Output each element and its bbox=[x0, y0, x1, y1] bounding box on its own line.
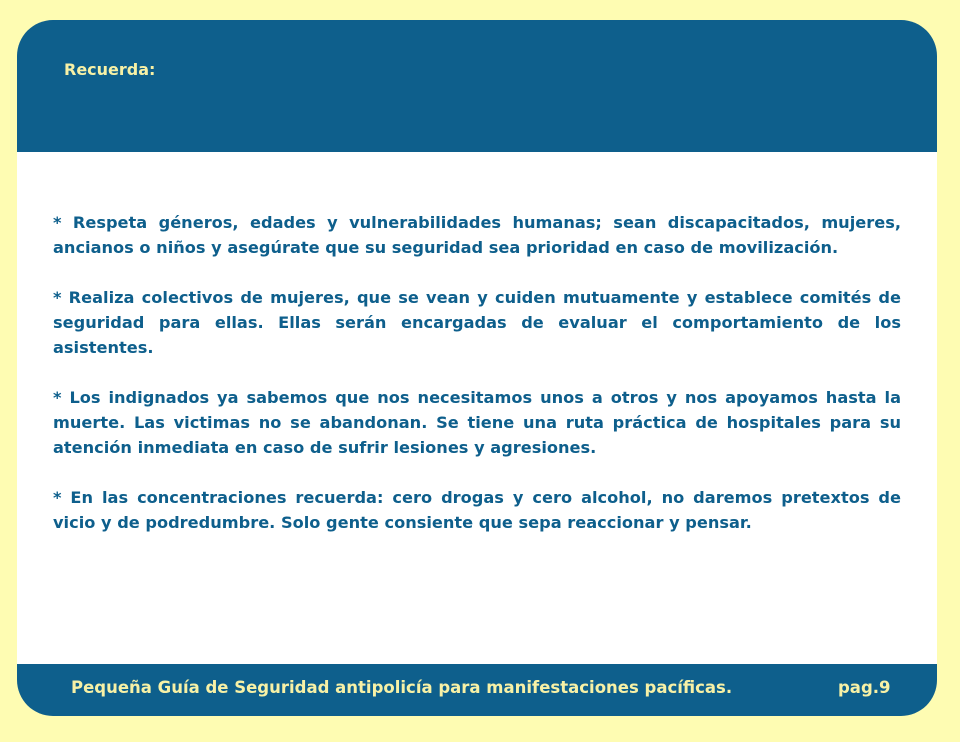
footer-title: Pequeña Guía de Seguridad antipolicía para manifestaciones pacíficas. bbox=[71, 678, 733, 697]
header-title: Recuerda: bbox=[64, 60, 156, 79]
content-body bbox=[53, 210, 901, 560]
paragraph-mutual-support: * Los indignados ya sabemos que nos necesitamos unos a otros y nos apoyamos hasta la muerte. Las victimas no se abandonan. Se tiene una ruta práctica de hospitales para su atención inmediata en caso de sufrir lesiones y agresiones. bbox=[53, 388, 901, 457]
paragraph-women-collectives: * Realiza colectivos de mujeres, que se vean y cuiden mutuamente y establece comités de seguridad para ellas. Ellas serán encargadas de evaluar el comportamiento de los asistentes. bbox=[53, 288, 901, 357]
content-panel bbox=[17, 152, 937, 664]
document-page bbox=[17, 20, 937, 716]
paragraph-no-drugs: * En las concentraciones recuerda: cero drogas y cero alcohol, no daremos pretextos de vicio y de podredumbre. Solo gente consiente que sepa reaccionar y pensar. bbox=[53, 488, 901, 532]
page-number: pag.9 bbox=[838, 678, 891, 697]
footer bbox=[17, 664, 937, 716]
paragraph-respect: * Respeta géneros, edades y vulnerabilidades humanas; sean discapacitados, mujeres, ancianos o niños y asegúrate que su seguridad sea prioridad en caso de movilización. bbox=[53, 213, 901, 257]
